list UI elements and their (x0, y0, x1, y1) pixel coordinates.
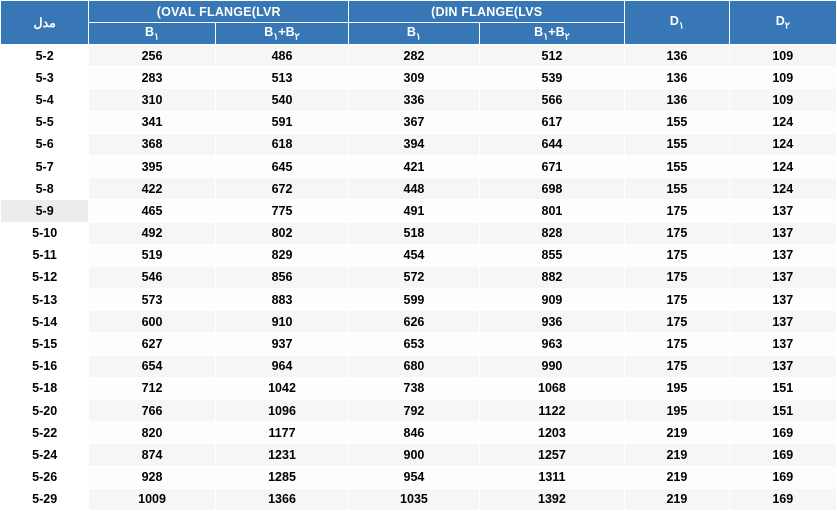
cell-model: 5-11 (1, 244, 89, 266)
table-row (1, 444, 837, 466)
cell-oval-b1: 368 (89, 133, 215, 155)
table-row (1, 422, 837, 444)
cell-d2: 137 (729, 311, 836, 333)
cell-d1: 175 (625, 289, 729, 311)
cell-din-b1b2: 671 (479, 155, 625, 177)
cell-d2: 124 (729, 133, 836, 155)
table-row (1, 222, 837, 244)
cell-din-b1: 846 (349, 422, 479, 444)
cell-oval-b1: 928 (89, 466, 215, 488)
cell-din-b1: 792 (349, 400, 479, 422)
cell-d2: 109 (729, 45, 836, 67)
cell-oval-b1b2: 618 (215, 133, 348, 155)
cell-model: 5-2 (1, 45, 89, 67)
cell-oval-b1: 465 (89, 200, 215, 222)
cell-din-b1: 738 (349, 377, 479, 399)
cell-model: 5-3 (1, 67, 89, 89)
cell-din-b1: 572 (349, 266, 479, 288)
column-header-d2-subscript: ۲ (784, 20, 790, 32)
table-header-group-row (1, 1, 837, 23)
table-row (1, 266, 837, 288)
cell-model: 5-12 (1, 266, 89, 288)
cell-model: 5-26 (1, 466, 89, 488)
cell-d1: 175 (625, 222, 729, 244)
cell-oval-b1b2: 1096 (215, 400, 348, 422)
cell-oval-b1b2: 964 (215, 355, 348, 377)
cell-d1: 175 (625, 244, 729, 266)
cell-din-b1: 653 (349, 333, 479, 355)
oval-b1-index: ۱ (154, 31, 160, 43)
oval-b1b2-letter: B (264, 24, 274, 39)
cell-oval-b1b2: 910 (215, 311, 348, 333)
cell-d2: 137 (729, 289, 836, 311)
table-row (1, 111, 837, 133)
cell-model: 5-29 (1, 488, 89, 510)
cell-oval-b1: 256 (89, 45, 215, 67)
cell-model: 5-14 (1, 311, 89, 333)
table-row (1, 89, 837, 111)
table-row (1, 67, 837, 89)
cell-d2: 109 (729, 67, 836, 89)
table-row (1, 45, 837, 67)
cell-din-b1b2: 882 (479, 266, 625, 288)
cell-d2: 137 (729, 244, 836, 266)
cell-oval-b1: 283 (89, 67, 215, 89)
cell-din-b1: 421 (349, 155, 479, 177)
din-b1-index: ۱ (415, 31, 422, 43)
cell-model: 5-7 (1, 155, 89, 177)
cell-din-b1b2: 644 (479, 133, 625, 155)
cell-oval-b1: 341 (89, 111, 215, 133)
cell-d1: 175 (625, 266, 729, 288)
din-b1b2-plus: +B (548, 24, 565, 39)
cell-din-b1b2: 828 (479, 222, 625, 244)
cell-din-b1: 1035 (349, 488, 479, 510)
cell-din-b1: 309 (349, 67, 479, 89)
cell-din-b1b2: 990 (479, 355, 625, 377)
cell-model: 5-24 (1, 444, 89, 466)
cell-din-b1b2: 1122 (479, 400, 625, 422)
cell-din-b1: 680 (349, 355, 479, 377)
column-header-oval-b1b2 (215, 23, 348, 45)
cell-model: 5-20 (1, 400, 89, 422)
cell-oval-b1b2: 856 (215, 266, 348, 288)
table-body (1, 45, 837, 511)
cell-model: 5-5 (1, 111, 89, 133)
cell-din-b1b2: 1203 (479, 422, 625, 444)
column-header-d1-subscript: ۱ (678, 20, 684, 32)
table-row (1, 311, 837, 333)
cell-oval-b1: 654 (89, 355, 215, 377)
cell-oval-b1: 519 (89, 244, 215, 266)
cell-din-b1b2: 909 (479, 289, 625, 311)
cell-oval-b1b2: 645 (215, 155, 348, 177)
cell-d1: 195 (625, 400, 729, 422)
cell-din-b1: 394 (349, 133, 479, 155)
cell-d2: 137 (729, 333, 836, 355)
cell-d1: 195 (625, 377, 729, 399)
cell-din-b1b2: 566 (479, 89, 625, 111)
cell-oval-b1b2: 775 (215, 200, 348, 222)
cell-oval-b1b2: 1177 (215, 422, 348, 444)
din-b1b2-index1: ۱ (543, 31, 549, 43)
cell-oval-b1: 492 (89, 222, 215, 244)
cell-din-b1: 954 (349, 466, 479, 488)
cell-oval-b1b2: 883 (215, 289, 348, 311)
cell-d1: 219 (625, 444, 729, 466)
cell-din-b1: 900 (349, 444, 479, 466)
cell-model: 5-18 (1, 377, 89, 399)
cell-oval-b1b2: 672 (215, 178, 348, 200)
table-row (1, 488, 837, 510)
cell-din-b1b2: 617 (479, 111, 625, 133)
cell-din-b1b2: 512 (479, 45, 625, 67)
column-header-d1-text: D (669, 13, 679, 28)
cell-oval-b1b2: 1042 (215, 377, 348, 399)
cell-oval-b1: 874 (89, 444, 215, 466)
cell-d1: 175 (625, 311, 729, 333)
cell-oval-b1: 712 (89, 377, 215, 399)
cell-d2: 169 (729, 422, 836, 444)
cell-oval-b1b2: 513 (215, 67, 348, 89)
cell-model: 5-8 (1, 178, 89, 200)
cell-din-b1: 491 (349, 200, 479, 222)
cell-d2: 137 (729, 200, 836, 222)
cell-oval-b1b2: 937 (215, 333, 348, 355)
cell-din-b1: 626 (349, 311, 479, 333)
cell-d1: 175 (625, 200, 729, 222)
cell-d1: 219 (625, 488, 729, 510)
cell-oval-b1: 1009 (89, 488, 215, 510)
cell-d1: 136 (625, 89, 729, 111)
cell-oval-b1b2: 802 (215, 222, 348, 244)
cell-din-b1b2: 1311 (479, 466, 625, 488)
cell-oval-b1: 310 (89, 89, 215, 111)
cell-oval-b1: 573 (89, 289, 215, 311)
cell-d1: 219 (625, 422, 729, 444)
cell-d1: 219 (625, 466, 729, 488)
cell-model: 5-15 (1, 333, 89, 355)
table-row (1, 289, 837, 311)
cell-oval-b1b2: 829 (215, 244, 348, 266)
cell-oval-b1b2: 1366 (215, 488, 348, 510)
cell-d1: 155 (625, 155, 729, 177)
oval-b1-letter: B (144, 24, 154, 39)
column-header-model: مدل (1, 1, 89, 45)
cell-d2: 151 (729, 377, 836, 399)
cell-d1: 175 (625, 355, 729, 377)
oval-b1b2-index1: ۱ (273, 31, 279, 43)
cell-din-b1b2: 963 (479, 333, 625, 355)
cell-oval-b1b2: 1231 (215, 444, 348, 466)
cell-d2: 124 (729, 178, 836, 200)
cell-oval-b1: 627 (89, 333, 215, 355)
cell-din-b1: 454 (349, 244, 479, 266)
cell-model: 5-9 (1, 200, 89, 222)
column-header-d1 (625, 1, 729, 45)
din-b1-letter: B (406, 24, 416, 39)
cell-oval-b1: 766 (89, 400, 215, 422)
cell-d2: 169 (729, 466, 836, 488)
cell-oval-b1: 820 (89, 422, 215, 444)
column-group-din-flange: (DIN FLANGE(LVS (349, 1, 625, 23)
cell-din-b1b2: 1392 (479, 488, 625, 510)
column-header-d2 (729, 1, 836, 45)
cell-din-b1: 336 (349, 89, 479, 111)
cell-d2: 137 (729, 355, 836, 377)
column-header-oval-b1 (89, 23, 215, 45)
cell-din-b1: 367 (349, 111, 479, 133)
cell-din-b1b2: 855 (479, 244, 625, 266)
cell-din-b1: 282 (349, 45, 479, 67)
column-header-d2-text: D (775, 13, 785, 28)
cell-model: 5-16 (1, 355, 89, 377)
cell-din-b1: 448 (349, 178, 479, 200)
cell-oval-b1: 600 (89, 311, 215, 333)
cell-din-b1: 518 (349, 222, 479, 244)
cell-d2: 109 (729, 89, 836, 111)
cell-d2: 169 (729, 444, 836, 466)
cell-oval-b1b2: 591 (215, 111, 348, 133)
cell-model: 5-6 (1, 133, 89, 155)
cell-d1: 175 (625, 333, 729, 355)
table-row (1, 377, 837, 399)
cell-d2: 137 (729, 266, 836, 288)
cell-din-b1: 599 (349, 289, 479, 311)
table-row (1, 155, 837, 177)
cell-d1: 155 (625, 133, 729, 155)
cell-d2: 169 (729, 488, 836, 510)
cell-d1: 155 (625, 111, 729, 133)
cell-oval-b1b2: 1285 (215, 466, 348, 488)
table-row (1, 333, 837, 355)
cell-din-b1b2: 698 (479, 178, 625, 200)
oval-b1b2-plus: +B (278, 24, 295, 39)
din-b1b2-index2: ۲ (564, 31, 570, 43)
table-row (1, 178, 837, 200)
column-group-oval-flange: (OVAL FLANGE(LVR (89, 1, 349, 23)
cell-model: 5-13 (1, 289, 89, 311)
cell-model: 5-22 (1, 422, 89, 444)
cell-oval-b1b2: 486 (215, 45, 348, 67)
cell-oval-b1: 395 (89, 155, 215, 177)
cell-d2: 151 (729, 400, 836, 422)
cell-din-b1b2: 1257 (479, 444, 625, 466)
cell-d2: 124 (729, 155, 836, 177)
cell-d1: 155 (625, 178, 729, 200)
cell-model: 5-4 (1, 89, 89, 111)
cell-d1: 136 (625, 67, 729, 89)
cell-oval-b1b2: 540 (215, 89, 348, 111)
cell-d2: 137 (729, 222, 836, 244)
cell-din-b1b2: 1068 (479, 377, 625, 399)
cell-oval-b1: 422 (89, 178, 215, 200)
cell-din-b1b2: 539 (479, 67, 625, 89)
column-header-din-b1 (349, 23, 479, 45)
cell-oval-b1: 546 (89, 266, 215, 288)
table-row (1, 133, 837, 155)
cell-model: 5-10 (1, 222, 89, 244)
table-row (1, 466, 837, 488)
table-row (1, 200, 837, 222)
oval-b1b2-index2: ۲ (294, 31, 300, 43)
cell-d1: 136 (625, 45, 729, 67)
table-header (1, 1, 837, 45)
cell-din-b1b2: 801 (479, 200, 625, 222)
cell-d2: 124 (729, 111, 836, 133)
table-row (1, 244, 837, 266)
cell-din-b1b2: 936 (479, 311, 625, 333)
table-row (1, 355, 837, 377)
table-row (1, 400, 837, 422)
column-header-din-b1b2 (479, 23, 625, 45)
din-b1b2-letter: B (534, 24, 544, 39)
